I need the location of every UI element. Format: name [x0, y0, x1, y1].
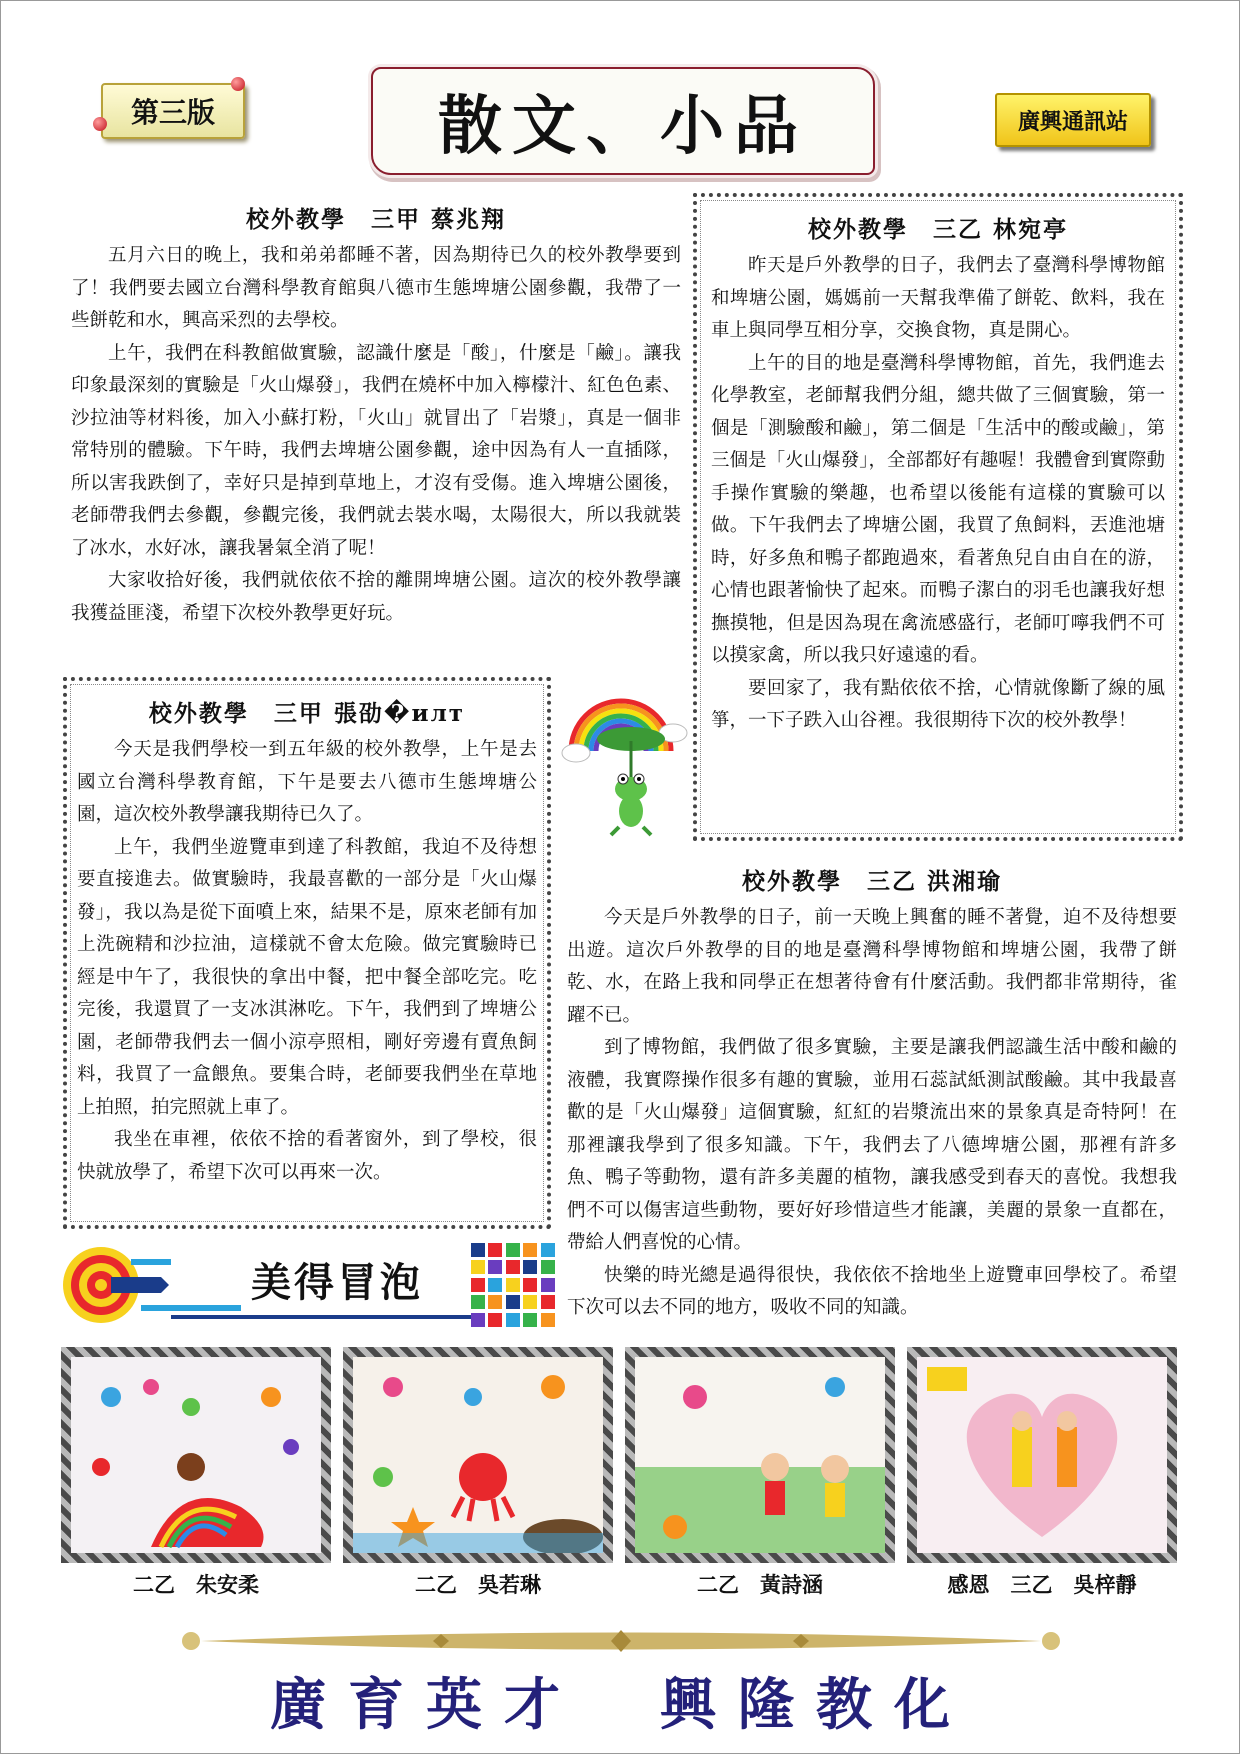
- artwork-image: [61, 1347, 331, 1563]
- edition-badge: [101, 83, 245, 139]
- child-drawing-park: [635, 1357, 885, 1553]
- article-zhang: [63, 677, 551, 1229]
- edition-label: 第三版: [130, 96, 215, 129]
- red-dot-decoration: [231, 77, 245, 91]
- footer-motto: 廣育英才 興隆教化: [270, 1672, 972, 1738]
- article-title: 校外教學 三乙 林宛亭: [807, 216, 1068, 243]
- article-paragraph: 今天是我們學校一到五年級的校外教學，上午是去國立台灣科學教育館，下午是要去八德市生態埤塘公園，這次校外教學讓我期待已久了。: [77, 739, 537, 825]
- article-paragraph: 要回家了，我有點依依不捨，心情就像斷了線的風箏，一下子跌入山谷裡。我很期待下次的校外教學！: [711, 677, 1165, 731]
- page-title: [371, 67, 875, 175]
- article-lin: [693, 193, 1183, 841]
- article-cai: [71, 201, 681, 630]
- artwork-caption: 感恩 三乙 吳梓靜: [947, 1572, 1137, 1597]
- article-paragraph: 到了博物館，我們做了很多實驗，主要是讓我們認識生活中酸和鹼的液體，我實際操作很多有趣的實驗，並用石蕊試紙測試酸鹼。其中我最喜歡的是「火山爆發」這個實驗，紅紅的岩漿流出來的景象真是奇特阿！在那裡讓我學到了很多知識。下午，我們去了八德埤塘公園，那裡有許多魚、鴨子等動物，還有許多美麗的植物，讓我感受到春天的喜悅。我想我們不可以傷害這些動物，要好好珍惜這些才能讓，美麗的景象一直都在，帶給人們喜悅的心情。: [567, 1037, 1177, 1253]
- station-badge: [995, 93, 1151, 147]
- article-paragraph: 上午，我們坐遊覽車到達了科教館，我迫不及待想要直接進去。做實驗時，我最喜歡的一部分是「火山爆發」，我以為是從下面噴上來，結果不是，原來老師有加上洗碗精和沙拉油，這樣就不會太危險。做完實驗時已經是中午了，我很快的拿出中餐，把中餐全部吃完。吃完後，我還買了一支冰淇淋吃。下午，我們到了埤塘公園，老師帶我們去一個小涼亭照相，剛好旁邊有賣魚飼料，我買了一盒餵魚。要集合時，老師要我們坐在草地上拍照，拍完照就上車了。: [77, 836, 537, 1118]
- article-paragraph: 今天是戶外教學的日子，前一天晚上興奮的睡不著覺，迫不及待想要出遊。這次戶外教學的目的地是臺灣科學博物館和埤塘公園，我帶了餅乾、水，在路上我和同學正在想著待會有什麼活動。我們都非常期待，雀躍不已。: [567, 907, 1177, 1026]
- article-hong: [567, 863, 1177, 1325]
- article-title: 校外教學 三乙 洪湘瑜: [741, 868, 1002, 895]
- artwork-caption: 二乙 吳若琳: [415, 1572, 541, 1597]
- child-drawing-heart-card: [917, 1357, 1167, 1553]
- child-drawing-sea-creatures: [353, 1357, 603, 1553]
- article-paragraph: 大家收拾好後，我們就依依不捨的離開埤塘公園。這次的校外教學讓我獲益匪淺，希望下次校外教學更好玩。: [71, 570, 681, 624]
- child-drawing-rainbow-girl: [71, 1357, 321, 1553]
- gold-divider: [181, 1626, 1061, 1656]
- gallery-title: 美得冒泡: [251, 1260, 423, 1306]
- page-title-text: 散文、小品: [438, 89, 808, 164]
- article-paragraph: 昨天是戶外教學的日子，我們去了臺灣科學博物館和埤塘公園，媽媽前一天幫我準備了餅乾、飲料，我在車上與同學互相分享，交換食物，真是開心。: [711, 255, 1165, 341]
- article-paragraph: 上午，我們在科教館做實驗，認識什麼是「酸」，什麼是「鹼」。讓我印象最深刻的實驗是「火山爆發」，我們在燒杯中加入檸檬汁、紅色色素、沙拉油等材料後，加入小蘇打粉，「火山」就冒出了「岩漿」，真是一個非常特別的體驗。下午時，我們去埤塘公園參觀，途中因為有人一直插隊，所以害我跌倒了，幸好只是掉到草地上，才沒有受傷。進入埤塘公園後，老師帶我們去參觀，參觀完後，我們就去裝水喝，太陽很大，所以我就裝了冰水，水好冰，讓我暑氣全消了呢！: [71, 342, 681, 559]
- artwork-image: [343, 1347, 613, 1563]
- artwork-caption: 二乙 黃詩涵: [697, 1572, 823, 1597]
- station-label: 廣興通訊站: [1017, 108, 1128, 135]
- artwork-image: [625, 1347, 895, 1563]
- artwork-image: [907, 1347, 1177, 1563]
- article-paragraph: 我坐在車裡，依依不捨的看著窗外，到了學校，很快就放學了，希望下次可以再來一次。: [77, 1129, 537, 1183]
- mosaic-decoration: [471, 1243, 555, 1327]
- article-paragraph: 快樂的時光總是過得很快，我依依不捨地坐上遊覽車回學校了。希望下次可以去不同的地方，吸收不同的知識。: [567, 1264, 1177, 1318]
- rainbow-frog-illustration: [561, 681, 691, 841]
- article-paragraph: 五月六日的晚上，我和弟弟都睡不著，因為期待已久的校外教學要到了！我們要去國立台灣科學教育館與八德市生態埤塘公園參觀，我帶了一些餅乾和水，興高采烈的去學校。: [71, 245, 681, 331]
- article-title: 校外教學 三甲 張劭�илт: [148, 700, 466, 727]
- artwork-caption: 二乙 朱安柔: [133, 1572, 259, 1597]
- article-title: 校外教學 三甲 蔡兆翔: [245, 206, 506, 233]
- red-dot-decoration: [93, 117, 107, 131]
- article-paragraph: 上午的目的地是臺灣科學博物館，首先，我們進去化學教室，老師幫我們分組，總共做了三個實驗，第一個是「測驗酸和鹼」，第二個是「生活中的酸或鹼」，第三個是「火山爆發」，全部都好有趣喔！我體會到實際動手操作實驗的樂趣，也希望以後能有這樣的實驗可以做。下午我們去了埤塘公園，我買了魚飼料，丟進池塘時，好多魚和鴨子都跑過來，看著魚兒自由自在的游，心情也跟著愉快了起來。而鴨子潔白的羽毛也讓我好想撫摸牠，但是因為現在禽流感盛行，老師叮嚀我們不可以摸家禽，所以我只好遠遠的看。: [711, 352, 1165, 666]
